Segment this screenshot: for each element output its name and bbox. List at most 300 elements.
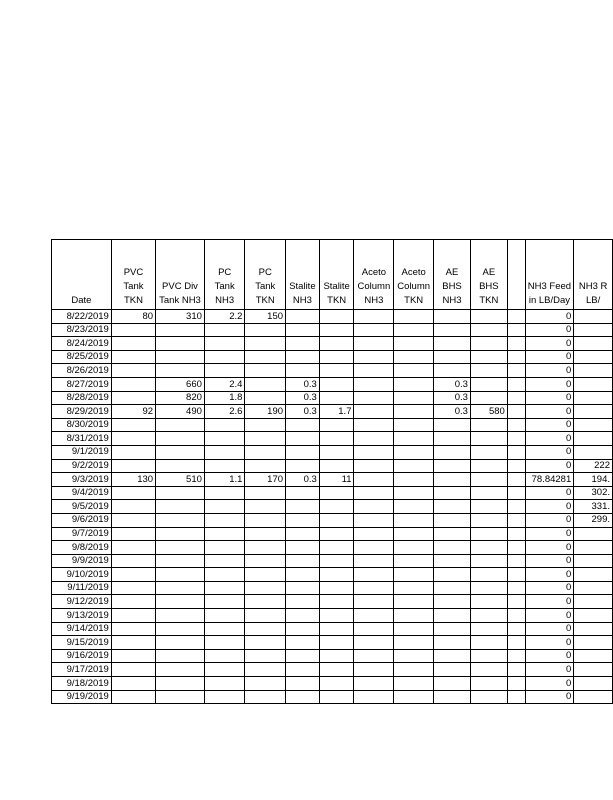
table-cell: 1.1 [204, 473, 245, 487]
table-cell: 0 [525, 690, 574, 704]
table-cell [354, 432, 394, 446]
table-cell [319, 513, 354, 527]
table-cell [286, 310, 320, 324]
date-cell: 9/13/2019 [52, 609, 112, 623]
table-cell [434, 513, 471, 527]
column-header [507, 240, 525, 310]
table-cell: 0 [525, 418, 574, 432]
table-cell [574, 677, 613, 691]
table-cell [434, 568, 471, 582]
table-cell [394, 310, 434, 324]
table-cell [394, 459, 434, 473]
table-cell [507, 690, 525, 704]
table-cell: 0.3 [286, 391, 320, 405]
date-cell: 9/14/2019 [52, 622, 112, 636]
table-cell [319, 649, 354, 663]
table-cell [434, 323, 471, 337]
table-cell [204, 690, 245, 704]
table-cell [434, 636, 471, 650]
table-cell [156, 445, 205, 459]
column-header: PVC Div Tank NH3 [156, 240, 205, 310]
table-cell [434, 554, 471, 568]
table-cell: 1.8 [204, 391, 245, 405]
table-cell [111, 459, 155, 473]
table-cell [156, 527, 205, 541]
table-cell [470, 581, 507, 595]
table-cell [394, 527, 434, 541]
table-cell: 0 [525, 486, 574, 500]
table-cell [111, 527, 155, 541]
table-cell [156, 337, 205, 351]
table-cell [111, 677, 155, 691]
table-cell [204, 677, 245, 691]
table-cell: 78.84281 [525, 473, 574, 487]
column-header: Stalite TKN [319, 240, 354, 310]
table-cell [156, 541, 205, 555]
table-cell [394, 649, 434, 663]
table-cell [245, 541, 286, 555]
table-cell [507, 459, 525, 473]
table-cell [156, 486, 205, 500]
date-cell: 9/11/2019 [52, 581, 112, 595]
table-cell [574, 595, 613, 609]
header-row [52, 240, 613, 310]
table-cell: 0.3 [434, 377, 471, 391]
table-cell [354, 310, 394, 324]
table-cell [394, 405, 434, 419]
table-cell [319, 622, 354, 636]
table-cell [394, 350, 434, 364]
table-cell: 0 [525, 500, 574, 514]
table-row [52, 636, 613, 650]
table-cell [470, 473, 507, 487]
table-cell [507, 595, 525, 609]
table-cell [111, 445, 155, 459]
table-cell: 331. [574, 500, 613, 514]
table-cell [434, 690, 471, 704]
table-cell [286, 636, 320, 650]
table-cell [354, 459, 394, 473]
table-cell [394, 568, 434, 582]
table-cell [156, 609, 205, 623]
table-cell [319, 445, 354, 459]
date-cell: 9/16/2019 [52, 649, 112, 663]
table-cell [245, 418, 286, 432]
table-cell [156, 622, 205, 636]
table-cell [245, 459, 286, 473]
table-cell: 0 [525, 541, 574, 555]
table-cell [574, 663, 613, 677]
table-cell [245, 649, 286, 663]
table-cell [245, 337, 286, 351]
table-cell [245, 391, 286, 405]
table-cell [319, 663, 354, 677]
table-cell [574, 622, 613, 636]
date-cell: 9/18/2019 [52, 677, 112, 691]
table-cell [507, 568, 525, 582]
table-cell [354, 364, 394, 378]
table-cell: 0 [525, 432, 574, 446]
table-cell [204, 595, 245, 609]
table-cell [470, 636, 507, 650]
table-cell [111, 500, 155, 514]
table-cell [434, 609, 471, 623]
table-cell [245, 486, 286, 500]
table-cell [394, 609, 434, 623]
table-cell: 0 [525, 581, 574, 595]
table-cell: 0 [525, 459, 574, 473]
table-cell [286, 364, 320, 378]
column-header: AE BHS NH3 [434, 240, 471, 310]
table-cell [507, 513, 525, 527]
table-cell: 310 [156, 310, 205, 324]
date-cell: 8/30/2019 [52, 418, 112, 432]
table-cell [470, 432, 507, 446]
date-cell: 9/12/2019 [52, 595, 112, 609]
table-cell [245, 377, 286, 391]
table-row [52, 377, 613, 391]
table-cell [434, 432, 471, 446]
table-cell [507, 636, 525, 650]
table-cell [470, 690, 507, 704]
table-cell [286, 554, 320, 568]
table-cell [319, 391, 354, 405]
table-cell [245, 609, 286, 623]
table-row [52, 581, 613, 595]
table-cell [354, 649, 394, 663]
table-row [52, 663, 613, 677]
table-cell [354, 445, 394, 459]
table-cell [286, 418, 320, 432]
table-cell [434, 541, 471, 555]
table-cell [245, 663, 286, 677]
table-cell: 0 [525, 364, 574, 378]
table-cell: 302. [574, 486, 613, 500]
table-row [52, 405, 613, 419]
table-cell [470, 513, 507, 527]
table-cell [204, 541, 245, 555]
table-cell [319, 418, 354, 432]
table-cell [319, 636, 354, 650]
table-cell [245, 568, 286, 582]
date-cell: 9/10/2019 [52, 568, 112, 582]
table-cell [394, 337, 434, 351]
table-cell [434, 459, 471, 473]
table-cell [470, 364, 507, 378]
table-cell [394, 554, 434, 568]
table-cell [394, 445, 434, 459]
table-cell [574, 377, 613, 391]
table-cell [507, 500, 525, 514]
table-cell [319, 541, 354, 555]
table-cell [434, 622, 471, 636]
table-cell [319, 527, 354, 541]
table-cell [574, 405, 613, 419]
table-cell [507, 541, 525, 555]
table-cell [156, 459, 205, 473]
table-row [52, 677, 613, 691]
table-cell [111, 377, 155, 391]
table-cell [111, 649, 155, 663]
table-cell [204, 513, 245, 527]
table-cell: 92 [111, 405, 155, 419]
date-cell: 8/29/2019 [52, 405, 112, 419]
table-cell [434, 364, 471, 378]
column-header: PC Tank NH3 [204, 240, 245, 310]
table-cell: 299. [574, 513, 613, 527]
table-cell [156, 350, 205, 364]
table-cell [156, 595, 205, 609]
table-cell [354, 622, 394, 636]
table-cell [156, 418, 205, 432]
date-cell: 8/28/2019 [52, 391, 112, 405]
table-cell [286, 541, 320, 555]
date-cell: 9/15/2019 [52, 636, 112, 650]
table-cell: 660 [156, 377, 205, 391]
table-cell [204, 323, 245, 337]
table-cell [111, 541, 155, 555]
table-cell [574, 581, 613, 595]
date-cell: 9/5/2019 [52, 500, 112, 514]
table-cell [286, 486, 320, 500]
table-cell [319, 350, 354, 364]
table-cell [394, 636, 434, 650]
table-cell [434, 595, 471, 609]
table-cell [319, 459, 354, 473]
table-cell [319, 609, 354, 623]
table-cell [111, 595, 155, 609]
table-cell [111, 663, 155, 677]
table-cell [204, 459, 245, 473]
table-row [52, 541, 613, 555]
date-cell: 9/9/2019 [52, 554, 112, 568]
table-cell [354, 581, 394, 595]
table-cell [156, 677, 205, 691]
table-cell [574, 337, 613, 351]
table-row [52, 690, 613, 704]
table-cell [394, 473, 434, 487]
table-cell [319, 690, 354, 704]
table-cell [470, 649, 507, 663]
table-cell [245, 554, 286, 568]
table-cell [574, 636, 613, 650]
table-cell [245, 513, 286, 527]
table-cell [434, 527, 471, 541]
table-cell [204, 337, 245, 351]
table-cell [470, 445, 507, 459]
table-cell: 490 [156, 405, 205, 419]
table-cell: 0.3 [286, 377, 320, 391]
table-cell: 0 [525, 595, 574, 609]
table-cell [394, 622, 434, 636]
table-cell [394, 513, 434, 527]
date-cell: 9/6/2019 [52, 513, 112, 527]
table-cell [574, 541, 613, 555]
table-cell [434, 663, 471, 677]
table-cell [156, 500, 205, 514]
table-cell [354, 677, 394, 691]
table-cell [286, 513, 320, 527]
table-cell: 0 [525, 677, 574, 691]
table-cell [204, 364, 245, 378]
table-cell [286, 581, 320, 595]
table-cell: 0 [525, 513, 574, 527]
table-row [52, 649, 613, 663]
table-cell: 580 [470, 405, 507, 419]
table-cell [394, 432, 434, 446]
table-cell [111, 418, 155, 432]
table-cell [111, 391, 155, 405]
date-cell: 8/26/2019 [52, 364, 112, 378]
table-cell [111, 636, 155, 650]
column-header: Aceto Column NH3 [354, 240, 394, 310]
table-cell [574, 568, 613, 582]
table-cell [434, 337, 471, 351]
column-header: Date [52, 240, 112, 310]
table-cell [319, 595, 354, 609]
table-cell [394, 486, 434, 500]
table-cell [111, 554, 155, 568]
date-cell: 9/7/2019 [52, 527, 112, 541]
table-cell: 0 [525, 609, 574, 623]
table-cell: 80 [111, 310, 155, 324]
table-row [52, 323, 613, 337]
table-cell [354, 513, 394, 527]
table-row [52, 554, 613, 568]
table-cell [245, 350, 286, 364]
table-cell [470, 323, 507, 337]
table-cell [434, 445, 471, 459]
table-cell [354, 541, 394, 555]
table-cell [245, 581, 286, 595]
table-cell: 2.4 [204, 377, 245, 391]
table-cell [470, 310, 507, 324]
table-cell [470, 418, 507, 432]
table-cell [286, 432, 320, 446]
table-cell [319, 568, 354, 582]
table-cell [245, 690, 286, 704]
date-cell: 8/22/2019 [52, 310, 112, 324]
table-cell [394, 541, 434, 555]
table-cell [286, 323, 320, 337]
table-cell [507, 554, 525, 568]
column-header: AE BHS TKN [470, 240, 507, 310]
table-cell: 0.3 [286, 473, 320, 487]
date-cell: 8/31/2019 [52, 432, 112, 446]
table-cell [394, 364, 434, 378]
table-cell [156, 649, 205, 663]
table-cell [470, 663, 507, 677]
table-cell [507, 405, 525, 419]
table-cell: 0 [525, 649, 574, 663]
table-cell: 0 [525, 405, 574, 419]
table-cell [286, 690, 320, 704]
table-cell [354, 663, 394, 677]
table-cell [286, 622, 320, 636]
table-cell [319, 677, 354, 691]
table-row [52, 609, 613, 623]
table-cell [354, 527, 394, 541]
table-cell: 0 [525, 323, 574, 337]
table-cell [111, 350, 155, 364]
table-row [52, 391, 613, 405]
table-cell [245, 500, 286, 514]
table-cell [507, 418, 525, 432]
table-cell [354, 690, 394, 704]
table-cell [434, 649, 471, 663]
table-cell [245, 595, 286, 609]
table-cell [394, 581, 434, 595]
table-cell [470, 500, 507, 514]
table-cell: 0 [525, 377, 574, 391]
table-cell [319, 377, 354, 391]
table-cell [574, 310, 613, 324]
table-cell [156, 513, 205, 527]
date-cell: 8/27/2019 [52, 377, 112, 391]
table-row [52, 445, 613, 459]
table-cell [286, 649, 320, 663]
table-cell [470, 677, 507, 691]
table-cell [574, 350, 613, 364]
table-cell: 0 [525, 337, 574, 351]
table-cell [245, 636, 286, 650]
table-cell [286, 595, 320, 609]
table-cell [354, 568, 394, 582]
table-cell [507, 609, 525, 623]
table-cell [507, 663, 525, 677]
table-cell [470, 527, 507, 541]
table-cell [204, 500, 245, 514]
table-cell [470, 554, 507, 568]
table-cell [286, 568, 320, 582]
table-cell [245, 677, 286, 691]
table-cell [574, 649, 613, 663]
table-cell [470, 391, 507, 405]
table-cell [156, 364, 205, 378]
table-cell: 510 [156, 473, 205, 487]
table-cell: 222 [574, 459, 613, 473]
table-cell [204, 622, 245, 636]
table-cell [204, 581, 245, 595]
table-cell [507, 377, 525, 391]
table-cell [354, 418, 394, 432]
table-row [52, 622, 613, 636]
table-cell [470, 377, 507, 391]
table-cell: 0 [525, 663, 574, 677]
table-row [52, 364, 613, 378]
date-cell: 9/8/2019 [52, 541, 112, 555]
table-cell [354, 405, 394, 419]
date-cell: 9/17/2019 [52, 663, 112, 677]
table-cell [111, 581, 155, 595]
table-cell [156, 636, 205, 650]
column-header: NH3 R LB/ [574, 240, 613, 310]
table-cell [394, 595, 434, 609]
table-cell [286, 677, 320, 691]
table-cell [111, 622, 155, 636]
table-cell [245, 445, 286, 459]
table-cell: 0 [525, 445, 574, 459]
table-cell [204, 649, 245, 663]
table-cell [156, 323, 205, 337]
table-cell: 0 [525, 310, 574, 324]
table-cell [507, 473, 525, 487]
table-cell [111, 364, 155, 378]
table-cell [470, 622, 507, 636]
table-cell [286, 609, 320, 623]
table-cell [111, 690, 155, 704]
table-body [52, 310, 613, 704]
